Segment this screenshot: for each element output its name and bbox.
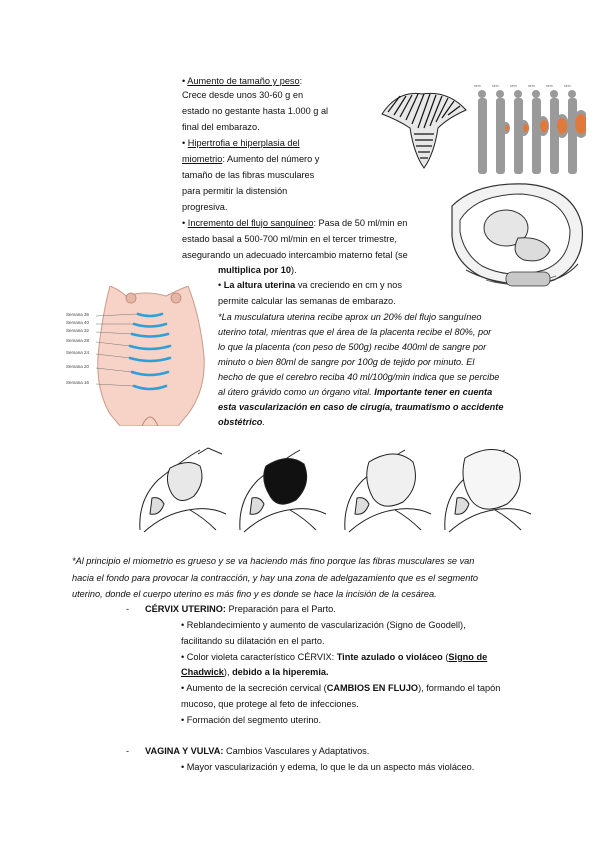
- fundus-line: [134, 386, 166, 389]
- myometrium-fibers-illustration: [378, 84, 470, 172]
- fundus-line: [132, 334, 168, 337]
- text-span: ),: [223, 667, 233, 677]
- vagina-title: VAGINA Y VULVA:: [145, 746, 224, 756]
- fundus-line: [130, 346, 170, 349]
- pelvic-sections-row: [130, 440, 530, 536]
- svg-text:sem: sem: [528, 84, 535, 88]
- text-span: Reblandecimiento y aumento de vascularización (Signo de Goodell),: [186, 620, 466, 630]
- text-span: : Aumento del número y: [222, 154, 320, 164]
- bullet-size-title: • Aumento de tamaño y peso:: [182, 76, 303, 86]
- bullet-uterine-height: [218, 280, 402, 291]
- note-line: *La musculatura uterina recibe aprox un 20% del flujo sanguíneo: [218, 312, 482, 322]
- svg-text:sem: sem: [546, 84, 553, 88]
- text-span: Cambios Vasculares y Adaptativos.: [223, 746, 370, 756]
- fundus-line: [134, 324, 166, 327]
- violet-tint-bold: Tinte azulado o violáceo: [336, 652, 443, 662]
- size-weight-title: Aumento de tamaño y peso: [187, 76, 300, 86]
- text-line: [218, 265, 297, 276]
- bullet-dot: •: [182, 218, 186, 228]
- fundus-lines: [66, 286, 216, 426]
- text-line: [181, 667, 329, 678]
- text-span: : Pasa de 50 ml/min en: [313, 218, 408, 228]
- chadwick-sign: Chadwick: [181, 667, 224, 677]
- fundus-week-label: Semana 16: [66, 380, 90, 385]
- fundal-height-figure: [66, 286, 216, 426]
- note-line: hacia el fondo para provocar la contracción, y hay una zona de adelgazamiento que es el segmento: [72, 573, 479, 583]
- pelvic-section-illustration: [435, 440, 535, 536]
- text-span: ), formando el tapón: [418, 683, 501, 693]
- text-line: tamaño de las fibras musculares: [182, 170, 315, 180]
- note-line: [218, 387, 492, 398]
- svg-text:sem: sem: [474, 84, 481, 88]
- bullet-dot: •: [182, 76, 186, 86]
- bullet-hypertrophy: [182, 138, 300, 149]
- fundus-week-label: Semana 40: [66, 320, 90, 325]
- text-line: estado no gestante hasta 1.000 g al: [182, 106, 329, 116]
- note-line: hecho de que el cerebro reciba 40 ml/100g/min indica que se percibe: [218, 372, 500, 382]
- text-span: Color violeta característico CÉRVIX:: [186, 652, 337, 662]
- note-line: uterino, donde el cuerpo uterino es más fino y es donde se hace la incisión de la cesárea.: [72, 589, 437, 599]
- text-line: permite calcular las semanas de embarazo.: [218, 296, 396, 306]
- note-line: *Al principio el miometrio es grueso y se va haciendo más fino porque las fibras musculares se van: [72, 556, 475, 566]
- bullet-dot: •: [181, 683, 185, 693]
- text-line: [182, 154, 319, 165]
- cervix-item: [181, 715, 321, 726]
- text-span: (: [442, 652, 449, 662]
- fundus-week-label: Semana 20: [66, 364, 90, 369]
- text-line: final del embarazo.: [182, 122, 260, 132]
- vagina-item: [181, 762, 474, 773]
- text-span: va creciendo en cm y nos: [295, 280, 402, 290]
- chadwick-sign: Signo de: [448, 652, 488, 662]
- pelvic-section-illustration: [230, 440, 330, 536]
- fundus-week-label: Semana 24: [66, 350, 90, 355]
- text-span: .: [262, 417, 265, 427]
- fundus-line: [138, 314, 162, 316]
- myometrium-title: miometrio: [182, 154, 223, 164]
- bullet-dot: •: [181, 715, 185, 725]
- text-span: Formación del segmento uterino.: [186, 715, 322, 725]
- text-line: mucoso, que protege al feto de infecciones.: [181, 699, 359, 709]
- bullet-dot: •: [182, 138, 186, 148]
- pelvic-section-illustration: [130, 440, 230, 536]
- bloodflow-title: Incremento del flujo sanguíneo: [187, 218, 314, 228]
- bullet-dot: •: [181, 652, 185, 662]
- text-line: estado basal a 500-700 ml/min en el tercer trimestre,: [182, 234, 397, 244]
- bullet-dot: •: [218, 280, 222, 290]
- svg-text:sem: sem: [564, 84, 571, 88]
- text-line: facilitando su dilatación en el parto.: [181, 636, 325, 646]
- vagina-heading: [145, 746, 369, 757]
- fundus-week-label: Semana 36: [66, 312, 90, 317]
- cervix-item: [181, 620, 466, 631]
- note-bold: obstétrico: [218, 417, 263, 427]
- fetus-uterus-section-illustration: [446, 180, 588, 294]
- list-dash: -: [126, 604, 130, 614]
- note-bold: Importante tener en cuenta: [374, 387, 493, 397]
- bullet-dot: •: [181, 762, 185, 772]
- multiplier-bold: multiplica por 10: [218, 265, 292, 275]
- fundus-week-label: Semana 28: [66, 338, 90, 343]
- flow-changes-bold: CAMBIOS EN FLUJO: [326, 683, 419, 693]
- note-line: [218, 417, 265, 428]
- cervix-item: [181, 683, 500, 694]
- note-line: lo que la placenta (con peso de 500g) recibe 400ml de sangre por: [218, 342, 487, 352]
- text-line: progresiva.: [182, 202, 228, 212]
- bullet-dot: •: [181, 620, 185, 630]
- text-span: al útero grávido como un órgano vital.: [218, 387, 375, 397]
- text-span: Aumento de la secreción cervical (: [186, 683, 327, 693]
- svg-text:sem: sem: [510, 84, 517, 88]
- list-dash: -: [126, 746, 130, 756]
- hypertrophy-title: Hipertrofia e hiperplasia del: [187, 138, 300, 148]
- pelvic-section-illustration: [335, 440, 435, 536]
- fundus-line: [132, 372, 168, 375]
- hyperemia-bold: debido a la hiperemia.: [232, 667, 329, 677]
- fundus-week-label: Semana 32: [66, 328, 90, 333]
- uterine-height-title: La altura uterina: [223, 280, 296, 290]
- bullet-bloodflow: [182, 218, 407, 229]
- note-line: minuto o bien 80ml de sangre por 100g de tejido por minuto. El: [218, 357, 475, 367]
- text-span: Mayor vascularización y edema, lo que le da un aspecto más violáceo.: [186, 762, 475, 772]
- fundus-line: [130, 358, 170, 361]
- text-line: asegurando un adecuado intercambio materno fetal (se: [182, 250, 408, 260]
- cervix-heading: [145, 604, 336, 615]
- cervix-title: CÉRVIX UTERINO:: [145, 604, 226, 614]
- note-bold-line: esta vascularización en caso de cirugía, traumatismo o accidente: [218, 402, 504, 412]
- text-span: ).: [291, 265, 297, 275]
- text-span: Preparación para el Parto.: [226, 604, 336, 614]
- cervix-item: [181, 652, 487, 663]
- text-line: Crece desde unos 30-60 g en: [182, 90, 304, 100]
- svg-text:sem: sem: [492, 84, 499, 88]
- note-line: uterino total, mientras que el área de la placenta recibe el 80%, por: [218, 327, 492, 337]
- pregnancy-silhouettes-illustration: [474, 84, 586, 176]
- text-line: para permitir la distensión: [182, 186, 288, 196]
